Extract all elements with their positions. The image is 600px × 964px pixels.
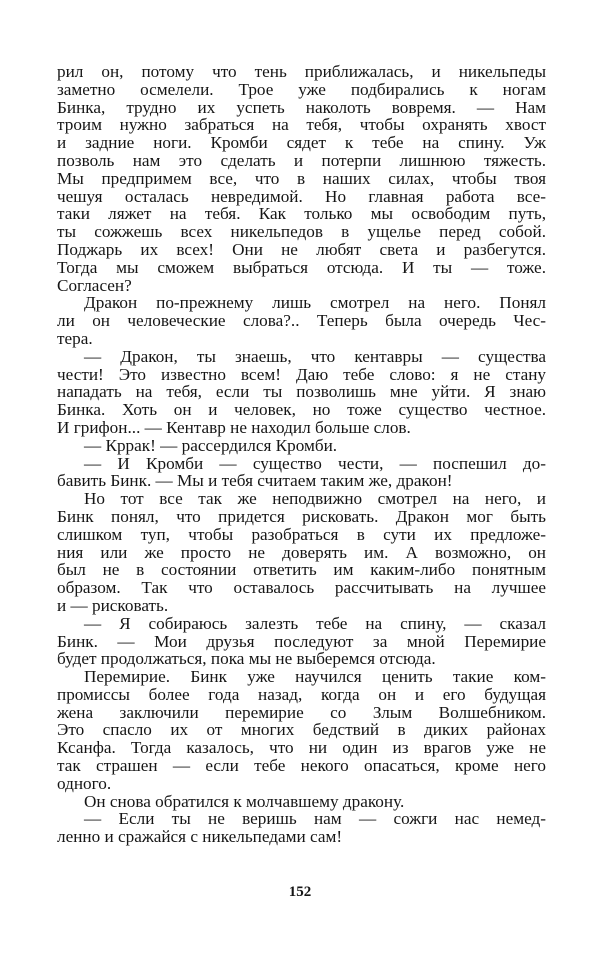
text-line: Это спасло их от многих бедствий в диких районах xyxy=(57,720,546,740)
text-line: будет продолжаться, пока мы не выберемся отсюда. xyxy=(57,649,436,669)
text-line: жена заключили перемирие со Злым Волшебником. xyxy=(57,702,546,722)
paragraph xyxy=(57,348,546,437)
text-line: Но тот все так же неподвижно смотрел на него, и xyxy=(84,489,546,509)
text-line: одного. xyxy=(57,773,112,793)
paragraph xyxy=(57,437,546,455)
paragraph xyxy=(57,810,546,846)
text-line: бавить Бинк. — Мы и тебя считаем таким же, дракон! xyxy=(57,471,453,491)
text-line: — Дракон, ты знаешь, что кентавры — существа xyxy=(84,346,546,366)
text-line: Перемирие. Бинк уже научился ценить такие ком- xyxy=(84,667,546,687)
page-number: 152 xyxy=(288,884,312,900)
text-line: нападать на тебя, если ты позволишь мне уйти. Я знаю xyxy=(57,382,546,402)
paragraph xyxy=(57,490,546,615)
text-line: Согласен? xyxy=(57,275,132,295)
text-line: — Я собираюсь залезть тебе на спину, — сказал xyxy=(84,613,546,633)
page-text xyxy=(57,63,546,846)
paragraph xyxy=(57,793,546,811)
paragraph xyxy=(57,294,546,347)
text-line: заметно осмелели. Трое уже подбирались к ногам xyxy=(57,79,546,99)
text-line: таки ляжет на тебя. Как только мы освободим путь, xyxy=(57,204,546,224)
paragraph xyxy=(57,668,546,793)
text-line: Тогда мы сможем выбраться отсюда. И ты — тоже. xyxy=(57,257,546,277)
text-line: чести! Это известно всем! Даю тебе слово: я не стану xyxy=(57,364,546,384)
paragraph xyxy=(57,63,546,294)
paragraph xyxy=(57,615,546,668)
text-line: троим нужно забраться на тебя, чтобы охранять хвост xyxy=(57,115,546,135)
text-line: ли он человеческие слова?.. Теперь была очередь Чес- xyxy=(57,311,546,331)
text-line: Бинка. Хоть он и человек, но тоже существо честное. xyxy=(57,400,546,420)
text-line: тера. xyxy=(57,328,93,348)
text-line: ты сожжешь всех никельпедов в ущелье перед собой. xyxy=(57,222,546,242)
text-line: — Кррак! — рассердился Кромби. xyxy=(84,435,338,455)
text-line: Мы предпримем все, что в наших силах, чтобы твоя xyxy=(57,168,546,188)
text-line: ленно и сражайся с никельпедами сам! xyxy=(57,827,343,847)
text-line: промиссы более года назад, когда он и его будущая xyxy=(57,684,546,704)
text-line: и задние ноги. Кромби сядет к тебе на спину. Уж xyxy=(57,133,546,153)
text-line: Он снова обратился к молчавшему дракону. xyxy=(84,791,405,811)
text-line: Дракон по-прежнему лишь смотрел на него. Понял xyxy=(84,293,546,313)
text-line: Бинк понял, что придется рисковать. Дракон мог быть xyxy=(57,506,546,526)
text-line: — Если ты не веришь нам — сожги нас немед- xyxy=(84,809,546,829)
text-line: ния или же просто не доверять им. А возможно, он xyxy=(57,542,546,562)
text-line: слишком туп, чтобы разобраться в сути их предложе- xyxy=(57,524,546,544)
text-line: позволь нам это сделать и потерпи лишнюю тяжесть. xyxy=(57,150,546,170)
text-line: Поджарь их всех! Они не любят света и разбегутся. xyxy=(57,239,546,259)
text-line: И грифон... — Кентавр не находил больше слов. xyxy=(57,417,411,437)
text-line: Ксанфа. Тогда казалось, что ни один из врагов уже не xyxy=(57,738,546,758)
text-line: так страшен — если тебе некого опасаться, кроме него xyxy=(57,756,546,776)
text-line: и — рисковать. xyxy=(57,595,169,615)
text-line: — И Кромби — существо чести, — поспешил до- xyxy=(84,453,546,473)
text-line: был не в состоянии ответить им каким-либо понятным xyxy=(57,560,546,580)
text-line: образом. Так что оставалось рассчитывать на лучшее xyxy=(57,578,546,598)
text-line: чешуя осталась невредимой. Но главная работа все- xyxy=(57,186,546,206)
text-line: Бинк. — Мои друзья последуют за мной Перемирие xyxy=(57,631,546,651)
text-line: Бинка, трудно их успеть наколоть вовремя. — Нам xyxy=(57,97,546,117)
text-line: рил он, потому что тень приближалась, и никельпеды xyxy=(57,62,546,81)
paragraph xyxy=(57,455,546,491)
